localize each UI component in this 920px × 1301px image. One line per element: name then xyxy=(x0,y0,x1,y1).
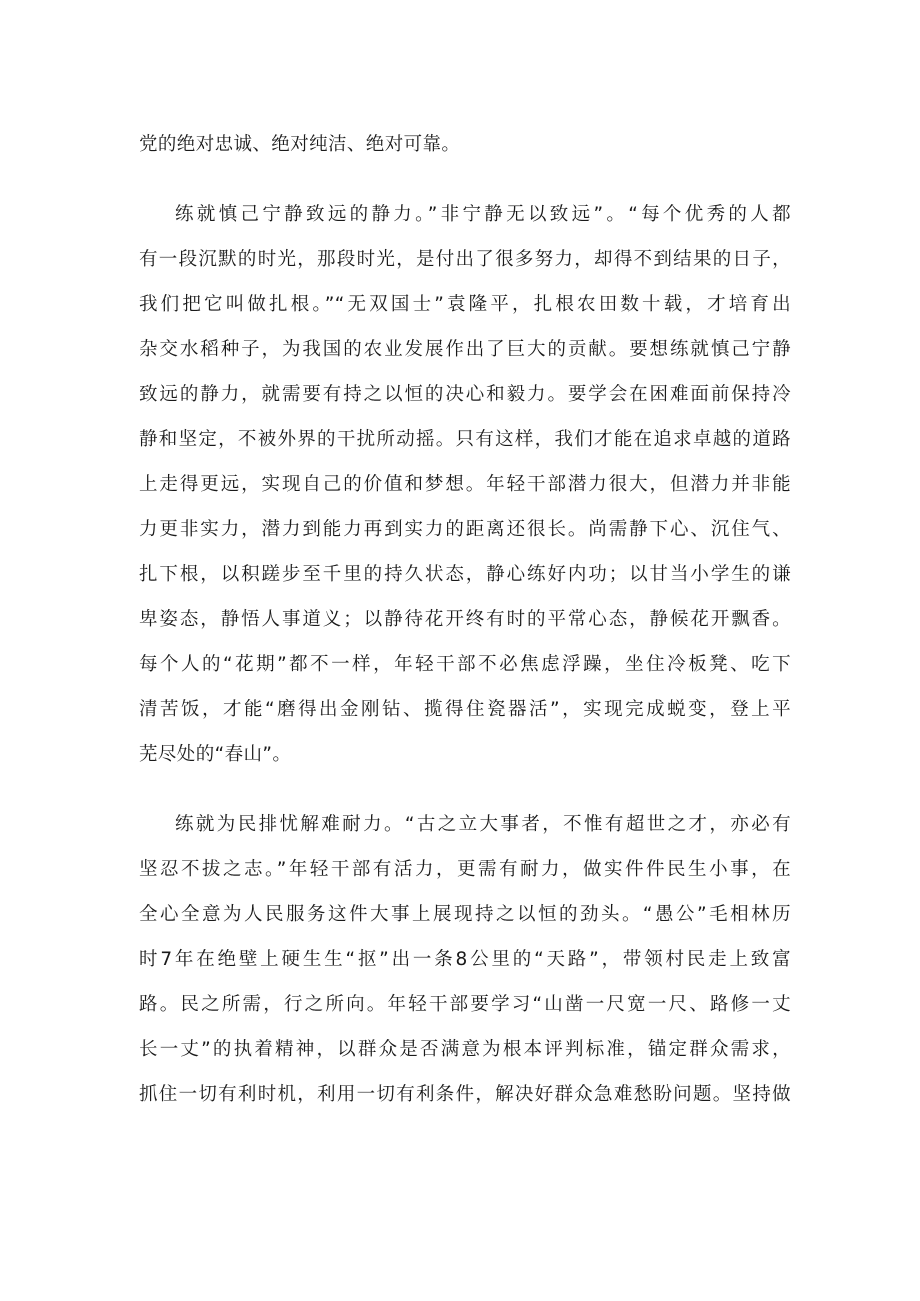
text-line: 每个人的“花期”都不一样，年轻干部不必焦虑浮躁，坐住冷板凳、吃下 xyxy=(139,654,791,675)
text-line: 全心全意为人民服务这件大事上展现持之以恒的劲头。“愚公”毛相林历 xyxy=(139,904,791,925)
text-line: 力更非实力，潜力到能力再到实力的距离还很长。尚需静下心、沉住气、 xyxy=(139,519,791,540)
text-line: 致远的静力，就需要有持之以恒的决心和毅力。要学会在困难面前保持冷 xyxy=(139,384,791,405)
text-line: 上走得更远，实现自己的价值和梦想。年轻干部潜力很大，但潜力并非能 xyxy=(139,474,791,495)
text-line: 路。民之所需，行之所向。年轻干部要学习“山凿一尺宽一尺、路修一丈 xyxy=(139,994,791,1015)
paragraph-first-line: 练就慎己宁静致远的静力。”非宁静无以致远”。“每个优秀的人都 xyxy=(175,204,791,225)
paragraph-last-line: 芜尽处的“春山”。 xyxy=(139,744,292,765)
document-page xyxy=(139,0,791,1301)
text-line: 扎下根，以积蹉步至千里的持久状态，静心练好内功；以甘当小学生的谦 xyxy=(139,564,791,585)
paragraph-first-line: 练就为民排忧解难耐力。“古之立大事者，不惟有超世之才，亦必有 xyxy=(175,814,791,835)
text-line: 坚忍不拔之志。”年轻干部有活力，更需有耐力，做实件件民生小事，在 xyxy=(139,859,791,880)
text-line: 有一段沉默的时光，那段时光，是付出了很多努力，却得不到结果的日子， xyxy=(139,249,791,270)
text-line: 抓住一切有利时机，利用一切有利条件，解决好群众急难愁盼问题。坚持做 xyxy=(139,1084,791,1105)
text-line: 时7年在绝壁上硬生生“抠”出一条8公里的“天路”，带领村民走上致富 xyxy=(139,949,791,970)
text-line: 静和坚定，不被外界的干扰所动摇。只有这样，我们才能在追求卓越的道路 xyxy=(139,429,791,450)
text-line: 党的绝对忠诚、绝对纯洁、绝对可靠。 xyxy=(139,134,461,155)
text-line: 长一丈”的执着精神，以群众是否满意为根本评判标准，锚定群众需求， xyxy=(139,1039,791,1060)
text-line: 清苦饭，才能“磨得出金刚钻、揽得住瓷器活”，实现完成蜕变，登上平 xyxy=(139,699,791,720)
text-line: 卑姿态，静悟人事道义；以静待花开终有时的平常心态，静候花开飘香。 xyxy=(139,609,791,630)
text-line: 我们把它叫做扎根。”“无双国士”袁隆平，扎根农田数十载，才培育出 xyxy=(139,294,791,315)
text-line: 杂交水稻种子，为我国的农业发展作出了巨大的贡献。要想练就慎己宁静 xyxy=(139,339,791,360)
